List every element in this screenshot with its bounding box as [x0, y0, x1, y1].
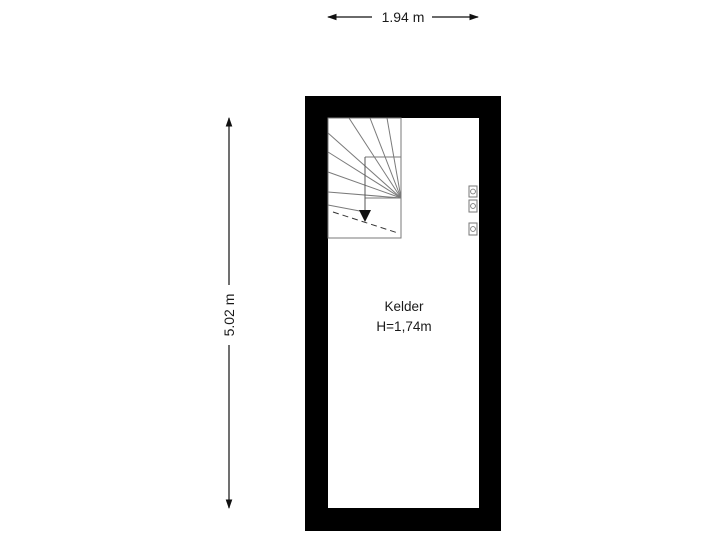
wall-fixtures	[469, 186, 477, 235]
height-dimension-label: 5.02 m	[221, 293, 237, 337]
power-outlet-icon	[469, 223, 477, 235]
width-dimension	[328, 9, 478, 25]
stair-direction-arrow-icon	[359, 210, 371, 222]
stair-tread	[328, 205, 365, 212]
room-name: Kelder	[384, 299, 424, 314]
power-outlet-icon	[469, 200, 477, 212]
stair-tread	[387, 118, 401, 198]
power-outlet-icon	[469, 186, 477, 197]
staircase	[328, 118, 401, 238]
room-height: H=1,74m	[376, 319, 432, 334]
height-dimension	[221, 118, 237, 508]
width-dimension-label: 1.94 m	[381, 9, 425, 25]
